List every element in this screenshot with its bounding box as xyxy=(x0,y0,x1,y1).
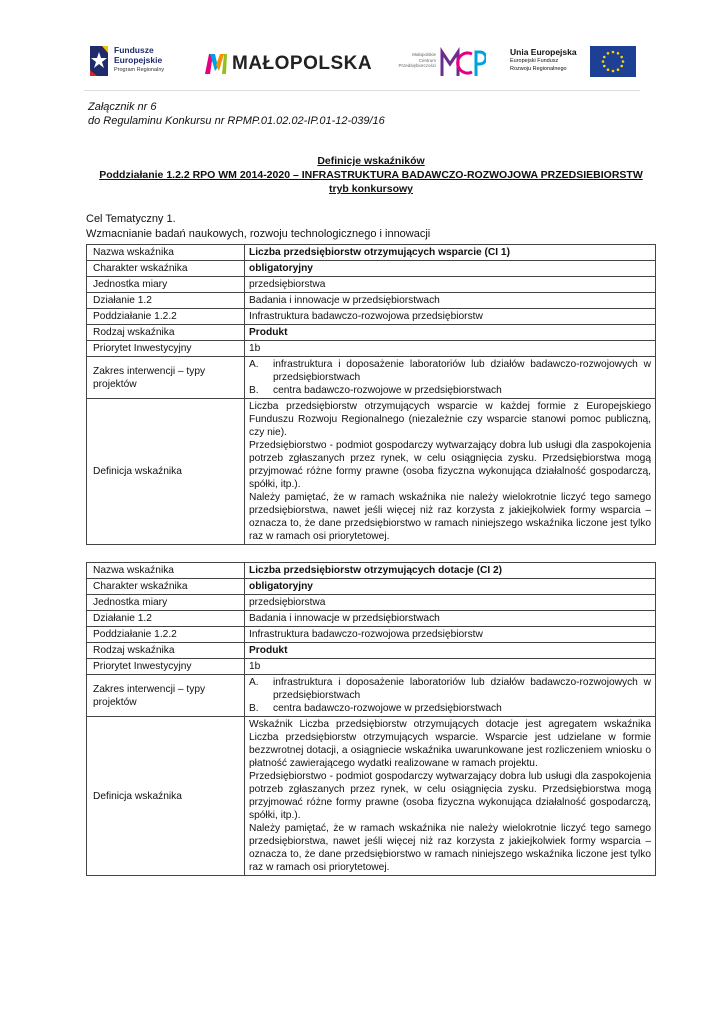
unia-europejska-logo xyxy=(506,40,640,86)
label-cell: Charakter wskaźnika xyxy=(87,579,245,595)
definition-paragraph: Przedsiębiorstwo - podmiot gospodarczy wytwarzający dobra lub usługi dla zaspokojenia potrzeb zgłaszanych przez rynek, w celu osiągnięcia zysku. Przedsiębiorstwa mogą przyjmować różne formy prawne (osoba fizyczna wykonująca działalność gospodarczą, spółki, itp.). xyxy=(249,440,651,490)
attachment-note xyxy=(88,100,385,128)
thematic-objective xyxy=(86,212,430,241)
label-cell: Poddziałanie 1.2.2 xyxy=(87,309,245,325)
indicator-definition xyxy=(245,399,656,545)
label-cell: Priorytet Inwestycyjny xyxy=(87,341,245,357)
scope-text: infrastruktura i doposażenie laboratoriów lub działów badawczo-rozwojowych w przedsiębiorstwach xyxy=(273,677,651,701)
scope-text: centra badawczo-rozwojowe w przedsiębiorstwach xyxy=(273,703,502,714)
scope-item-a xyxy=(249,358,651,384)
table-row xyxy=(87,245,656,261)
indicator-table-2 xyxy=(86,562,656,876)
definition-paragraph: Wskaźnik Liczba przedsiębiorstw otrzymujących dotacje jest agregatem wskaźnika Liczba przedsiębiorstw otrzymujących wsparcie. Wsparcie jest udzielane w formie bezzwrotnej dotacji, a osiągniecie wskaźnika uwarunkowane jest rozliczeniem wniosku o płatność zawierającego wydatki realizowane w ramach projektu. xyxy=(249,719,651,769)
scope-item-b xyxy=(249,702,651,715)
table-row xyxy=(87,341,656,357)
fe-line2: Europejskie xyxy=(114,54,163,65)
label-cell: Zakres interwencji – typy projektów xyxy=(87,675,245,717)
scope-text: centra badawczo-rozwojowe w przedsiębiorstwach xyxy=(273,385,502,396)
table-row xyxy=(87,293,656,309)
mcp-caption xyxy=(398,52,436,69)
definition-paragraph: Przedsiębiorstwo - podmiot gospodarczy wytwarzający dobra lub usługi dla zaspokojenia potrzeb zgłaszanych przez rynek, w celu osiągnięcia zysku. Przedsiębiorstwa mogą przyjmować różne formy prawne (osoba fizyczna wykonująca działalność gospodarczą, spółki, itp.). xyxy=(249,771,651,821)
mcp-line3: Przedsiębiorczości xyxy=(398,63,436,68)
malopolska-text: MAŁOPOLSKA xyxy=(232,53,373,74)
indicator-unit: przedsiębiorstwa xyxy=(245,277,656,293)
document-subtitle: Poddziałanie 1.2.2 RPO WM 2014-2020 – INFRASTRUKTURA BADAWCZO-ROZWOJOWA PRZEDSIEBIORSTW xyxy=(99,169,643,181)
table-row xyxy=(87,643,656,659)
indicator-definition xyxy=(245,717,656,876)
document-mode: tryb konkursowy xyxy=(328,183,414,195)
table-row xyxy=(87,399,656,545)
indicator-scope xyxy=(245,675,656,717)
indicator-table-1 xyxy=(86,244,656,545)
table-row xyxy=(87,309,656,325)
logo-band xyxy=(84,40,640,86)
table-row xyxy=(87,563,656,579)
label-cell: Jednostka miary xyxy=(87,595,245,611)
objective-line1: Cel Tematyczny 1. xyxy=(86,213,176,225)
table-row xyxy=(87,675,656,717)
definition-paragraph: Należy pamiętać, że w ramach wskaźnika nie należy wielokrotnie liczyć tego samego przedsiębiorstwa, nawet jeśli więcej niż raz korzysta z jakiejkolwiek formy wsparcia – oznacza to, że dane przedsiębiorstwo w ramach niniejszego wskaźnika liczone jest tylko raz w ramach osi priorytetowej. xyxy=(249,492,651,542)
indicator-scope xyxy=(245,357,656,399)
indicator-priority: 1b xyxy=(245,341,656,357)
label-cell: Jednostka miary xyxy=(87,277,245,293)
label-cell: Rodzaj wskaźnika xyxy=(87,643,245,659)
table-row xyxy=(87,277,656,293)
objective-line2: Wzmacnianie badań naukowych, rozwoju technologicznego i innowacji xyxy=(86,227,431,240)
indicator-unit: przedsiębiorstwa xyxy=(245,595,656,611)
definition-paragraph: Należy pamiętać, że w ramach wskaźnika nie należy wielokrotnie liczyć tego samego przedsiębiorstwa, nawet jeśli więcej niż raz korzysta z jakiejkolwiek formy wsparcia – oznacza to, że dane przedsiębiorstwo w ramach niniejszego wskaźnika liczone jest tylko raz w ramach osi priorytetowej. xyxy=(249,823,651,873)
table-row xyxy=(87,627,656,643)
attachment-line2: do Regulaminu Konkursu nr RPMP.01.02.02-IP.01-12-039/16 xyxy=(88,115,385,127)
label-cell: Nazwa wskaźnika xyxy=(87,563,245,579)
ue-line3: Rozwoju Regionalnego xyxy=(510,65,567,72)
indicator-character: obligatoryjny xyxy=(245,261,656,277)
logo-divider xyxy=(84,90,640,91)
unia-europejska-text xyxy=(510,47,577,72)
label-cell: Rodzaj wskaźnika xyxy=(87,325,245,341)
table-row xyxy=(87,611,656,627)
scope-letter: B. xyxy=(249,385,259,396)
indicator-action: Badania i innowacje w przedsiębiorstwach xyxy=(245,293,656,309)
scope-letter: A. xyxy=(249,677,259,688)
indicator-priority: 1b xyxy=(245,659,656,675)
scope-letter: B. xyxy=(249,703,259,714)
table-row xyxy=(87,357,656,399)
ue-line1: Unia Europejska xyxy=(510,47,577,57)
indicator-subaction: Infrastruktura badawczo-rozwojowa przedsiębiorstw xyxy=(245,309,656,325)
table-row xyxy=(87,659,656,675)
attachment-line1: Załącznik nr 6 xyxy=(88,101,157,113)
label-cell: Definicja wskaźnika xyxy=(87,399,245,545)
fundusze-europejskie-text xyxy=(114,46,164,76)
indicator-type: Produkt xyxy=(245,325,656,341)
fe-line1: Fundusze xyxy=(114,45,154,55)
label-cell: Działanie 1.2 xyxy=(87,611,245,627)
mcp-line2: Centrum xyxy=(418,57,436,63)
table-row xyxy=(87,717,656,876)
scope-letter: A. xyxy=(249,359,259,370)
indicator-action: Badania i innowacje w przedsiębiorstwach xyxy=(245,611,656,627)
definition-paragraph: Liczba przedsiębiorstw otrzymujących wsparcie w każdej formie z Europejskiego Funduszu Rozwoju Regionalnego (niezależnie czy wsparcie stanowi pomoc publiczną, czy nie). xyxy=(249,401,651,438)
indicator-character: obligatoryjny xyxy=(245,579,656,595)
label-cell: Nazwa wskaźnika xyxy=(87,245,245,261)
table-row xyxy=(87,325,656,341)
table-row xyxy=(87,261,656,277)
fundusze-europejskie-logo xyxy=(88,40,188,86)
fundusze-europejskie-star-icon xyxy=(88,44,110,78)
mcp-logo xyxy=(398,40,488,86)
label-cell: Priorytet Inwestycyjny xyxy=(87,659,245,675)
label-cell: Działanie 1.2 xyxy=(87,293,245,309)
scope-item-b xyxy=(249,384,651,397)
mcp-mark-icon xyxy=(440,46,486,80)
table-row xyxy=(87,579,656,595)
malopolska-m-icon xyxy=(204,51,228,75)
malopolska-logo xyxy=(202,40,380,86)
mcp-line1: Małopolskie xyxy=(412,52,436,57)
label-cell: Zakres interwencji – typy projektów xyxy=(87,357,245,399)
eu-flag-icon xyxy=(590,46,636,77)
ue-line2: Europejski Fundusz xyxy=(510,58,559,64)
label-cell: Definicja wskaźnika xyxy=(87,717,245,876)
table-row xyxy=(87,595,656,611)
label-cell: Poddziałanie 1.2.2 xyxy=(87,627,245,643)
scope-item-a xyxy=(249,676,651,702)
indicator-subaction: Infrastruktura badawczo-rozwojowa przedsiębiorstw xyxy=(245,627,656,643)
indicator-type: Produkt xyxy=(245,643,656,659)
scope-text: infrastruktura i doposażenie laboratoriów lub działów badawczo-rozwojowych w przedsiębiorstwach xyxy=(273,359,651,383)
indicator-name: Liczba przedsiębiorstw otrzymujących dotacje (CI 2) xyxy=(245,563,656,579)
label-cell: Charakter wskaźnika xyxy=(87,261,245,277)
document-title: Definicje wskaźników xyxy=(317,155,425,167)
fe-line3: Program Regionalny xyxy=(114,67,165,73)
indicator-name: Liczba przedsiębiorstw otrzymujących wsparcie (CI 1) xyxy=(245,245,656,261)
